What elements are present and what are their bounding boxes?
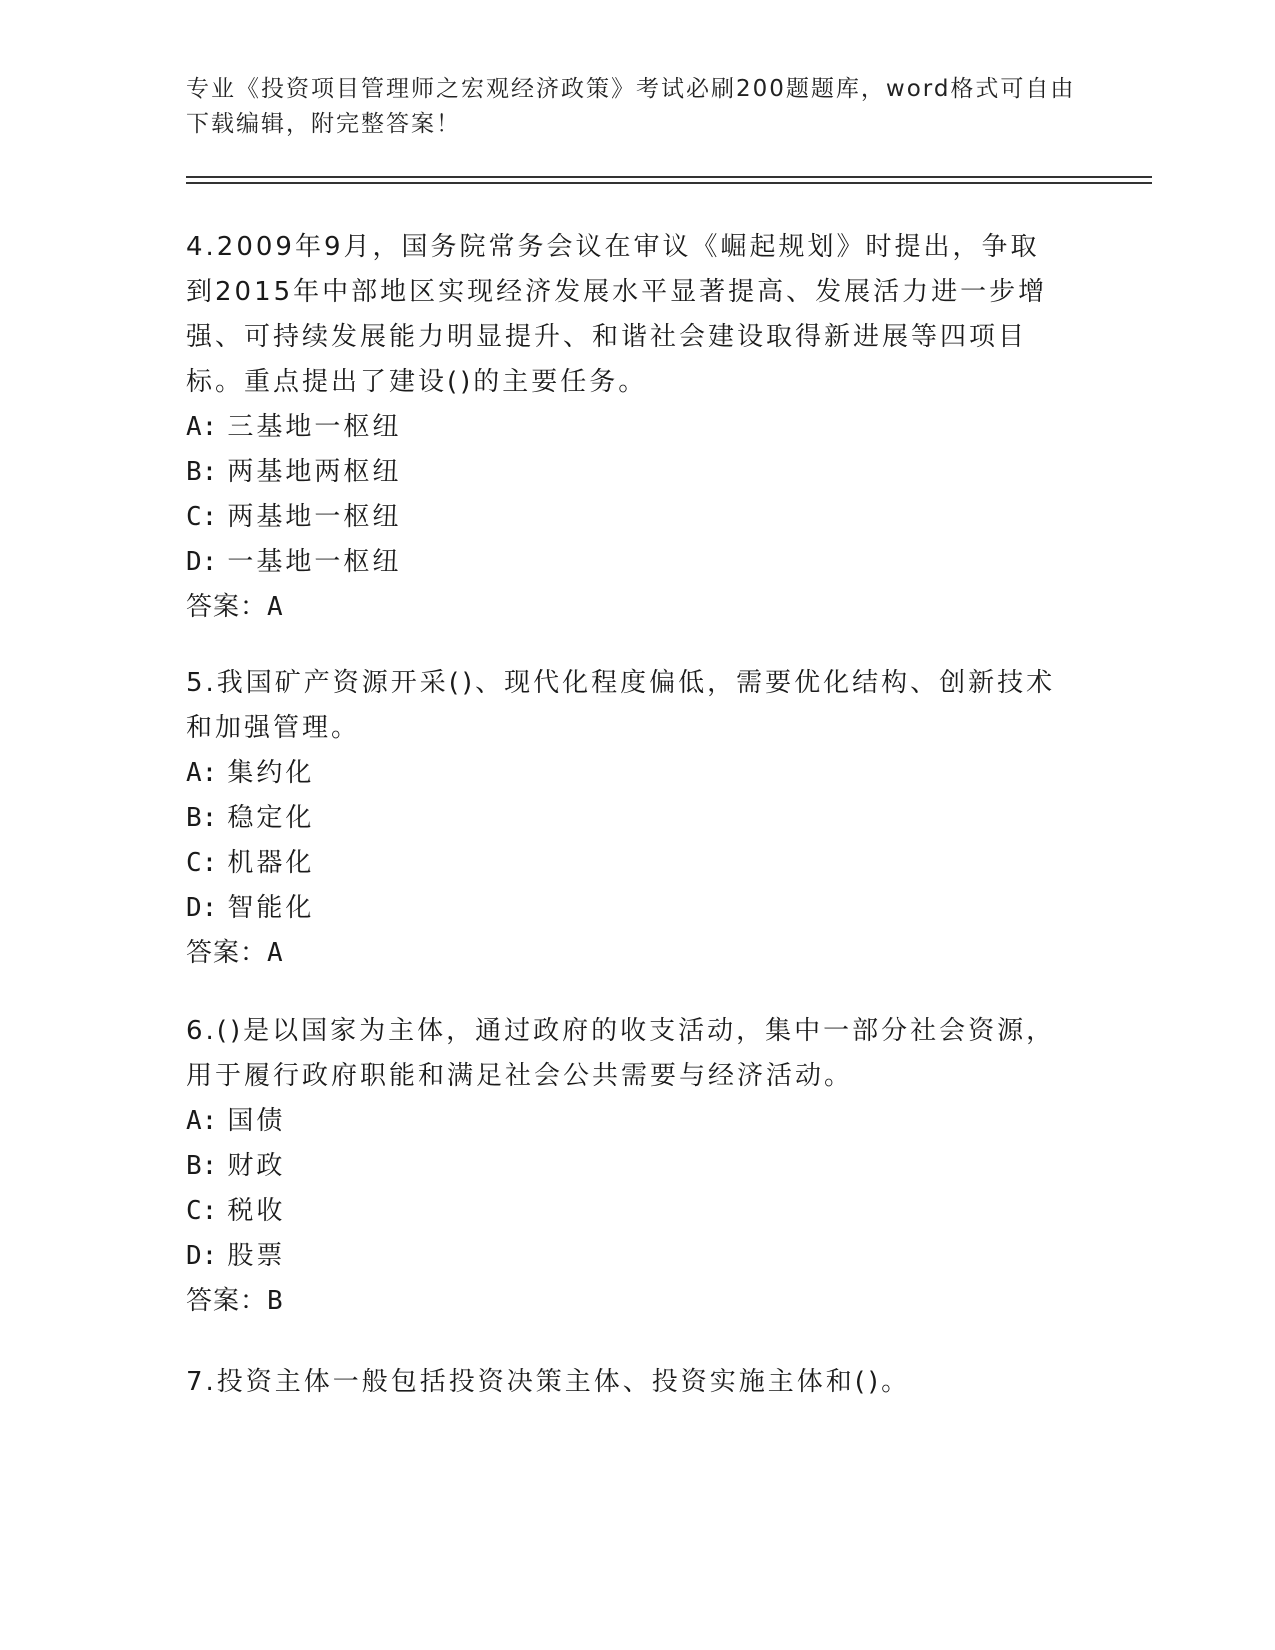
header-divider-top	[186, 176, 1152, 178]
question-stem: 6.()是以国家为主体，通过政府的收支活动，集中一部分社会资源，用于履行政府职能和满足社会公共需要与经济活动。	[186, 1016, 1056, 1091]
option-key: B:	[186, 1151, 218, 1181]
option-key: D:	[186, 1241, 218, 1271]
header-divider-bottom	[186, 182, 1152, 184]
option-d	[186, 540, 1066, 585]
option-key: D:	[186, 547, 218, 577]
option-text: 税收	[227, 1196, 286, 1226]
option-text: 两基地两枢纽	[227, 457, 402, 487]
option-key: D:	[186, 893, 218, 923]
answer-line	[186, 585, 1066, 630]
option-a	[186, 405, 1066, 450]
answer-value: A	[267, 592, 284, 622]
question-6	[186, 1009, 1066, 1324]
option-b	[186, 450, 1066, 495]
question-stem: 7.投资主体一般包括投资决策主体、投资实施主体和()。	[186, 1367, 911, 1397]
option-c	[186, 495, 1066, 540]
option-text: 股票	[227, 1241, 286, 1271]
question-stem: 5.我国矿产资源开采()、现代化程度偏低，需要优化结构、创新技术和加强管理。	[186, 668, 1056, 743]
option-c	[186, 841, 1066, 886]
option-key: C:	[186, 502, 218, 532]
option-key: B:	[186, 803, 218, 833]
option-b	[186, 796, 1066, 841]
option-a	[186, 1099, 1066, 1144]
option-key: A:	[186, 412, 218, 442]
question-stem: 4.2009年9月，国务院常务会议在审议《崛起规划》时提出，争取到2015年中部地区实现经济发展水平显著提高、发展活力进一步增强、可持续发展能力明显提升、和谐社会建设取得新进展等四项目标。重点提出了建设()的主要任务。	[186, 232, 1048, 397]
option-text: 集约化	[227, 758, 315, 788]
answer-label: 答案：	[186, 592, 268, 622]
question-4	[186, 225, 1066, 630]
option-text: 智能化	[227, 893, 315, 923]
option-text: 三基地一枢纽	[227, 412, 402, 442]
option-key: A:	[186, 1106, 218, 1136]
document-header: 专业《投资项目管理师之宏观经济政策》考试必刷200题题库，word格式可自由下载编辑，附完整答案！	[186, 76, 1076, 137]
answer-line	[186, 931, 1066, 976]
answer-value: A	[267, 938, 284, 968]
option-text: 两基地一枢纽	[227, 502, 402, 532]
option-key: C:	[186, 848, 218, 878]
option-text: 财政	[227, 1151, 286, 1181]
answer-label: 答案：	[186, 1286, 268, 1316]
option-text: 稳定化	[227, 803, 315, 833]
answer-label: 答案：	[186, 938, 268, 968]
option-text: 机器化	[227, 848, 315, 878]
option-text: 一基地一枢纽	[227, 547, 402, 577]
question-7	[186, 1360, 1066, 1405]
option-c	[186, 1189, 1066, 1234]
answer-line	[186, 1279, 1066, 1324]
option-key: B:	[186, 457, 218, 487]
option-a	[186, 751, 1066, 796]
question-5	[186, 661, 1066, 976]
option-key: A:	[186, 758, 218, 788]
option-text: 国债	[227, 1106, 286, 1136]
answer-value: B	[267, 1286, 284, 1316]
option-key: C:	[186, 1196, 218, 1226]
option-b	[186, 1144, 1066, 1189]
option-d	[186, 886, 1066, 931]
option-d	[186, 1234, 1066, 1279]
